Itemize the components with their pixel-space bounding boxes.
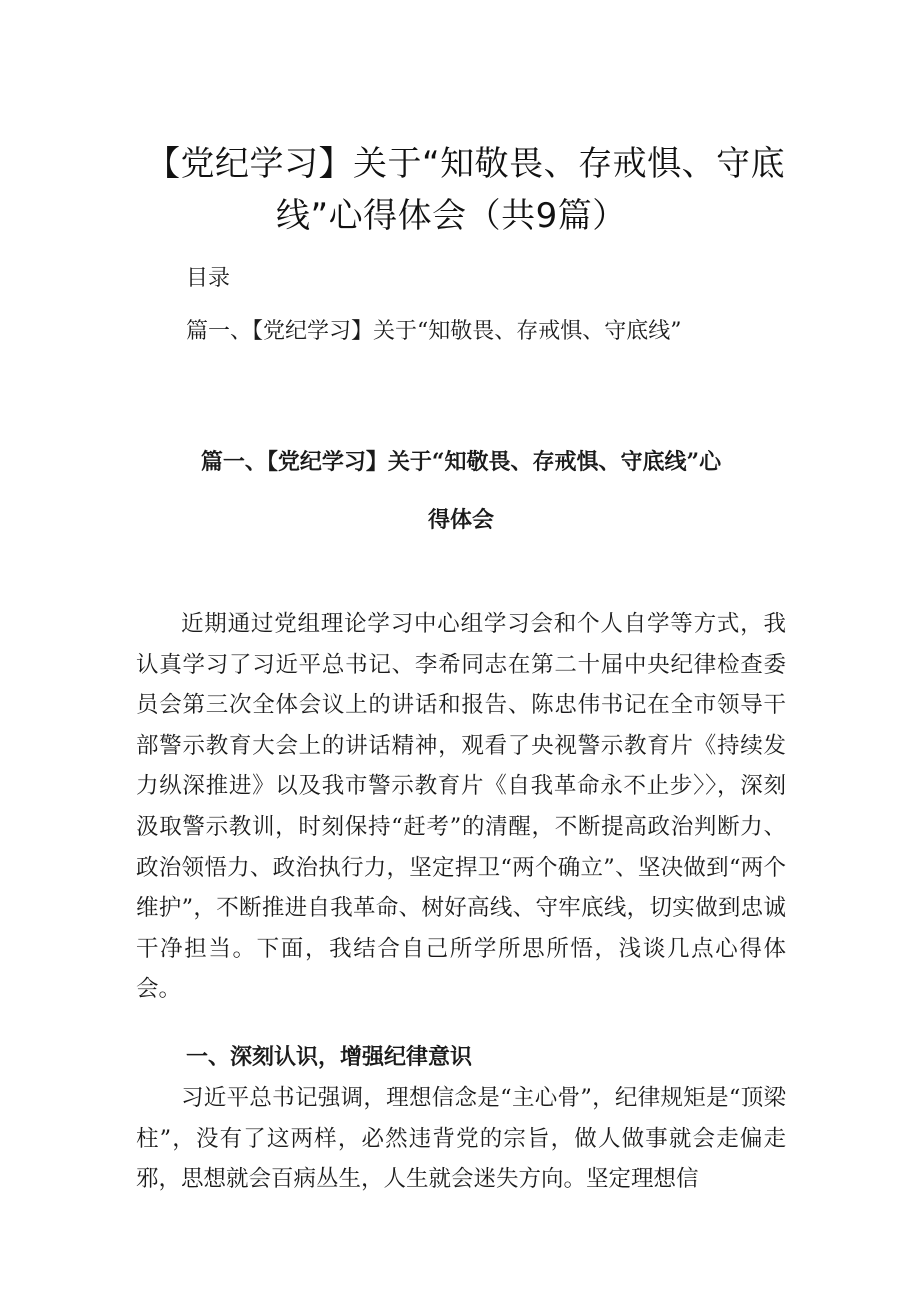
document-title-line-1: 【党纪学习】关于“知敬畏、存戒惧、守底 (146, 144, 786, 184)
body-paragraph-2: 习近平总书记强调，理想信念是“主心骨”，纪律规矩是“顶梁柱”，没有了这两样，必然违背党的宗旨，做人做事就会走偏走邪，思想就会百病丛生，人生就会迷失方向。坚定理想信 (136, 1085, 786, 1193)
section-title-line-1: 篇一、【党纪学习】关于“知敬畏、存戒惧、守底线”心 (200, 449, 722, 475)
section-title-line-2: 得体会 (427, 507, 494, 533)
document-title-line-2: 线”心得体会（共9篇） (276, 196, 627, 236)
toc-label: 目录 (186, 266, 231, 291)
section-heading: 一、深刻认识，增强纪律意识 (186, 1044, 473, 1070)
toc-item[interactable]: 篇一、【党纪学习】关于“知敬畏、存戒惧、守底线” (186, 319, 682, 344)
body-paragraph: 近期通过党组理论学习中心组学习会和个人自学等方式，我认真学习了习近平总书记、李希同志在第二十届中央纪律检查委员会第三次全体会议上的讲话和报告、陈忠伟书记在全市领导干部警示教育大会上的讲话精神，观看了央视警示教育片《持续发力纵深推进》以及我市警示教育片《自我革命永不止步〉〉，深刻汲取警示教训，时刻保持“赶考”的清醒，不断提高政治判断力、政治领悟力、政治执行力，坚定捍卫“两个确立”、坚决做到“两个维护”，不断推进自我革命、树好高线、守牢底线，切实做到忠诚干净担当。下面，我结合自己所学所思所悟，浅谈几点心得体会。 (136, 611, 786, 1003)
